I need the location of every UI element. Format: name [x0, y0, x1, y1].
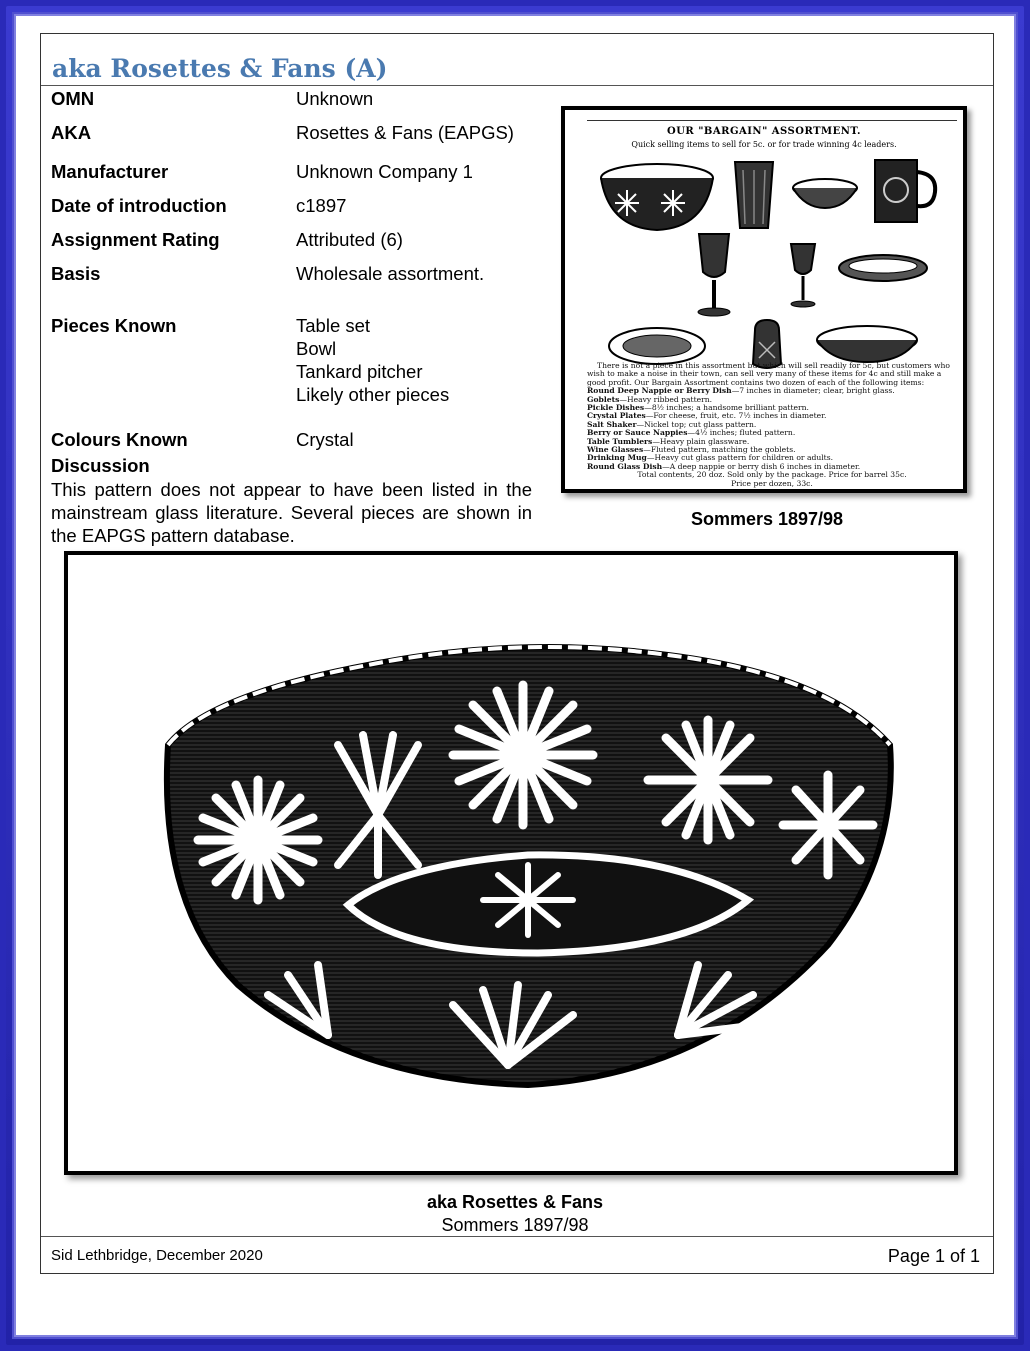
- pieces-list: [296, 314, 449, 406]
- piece-item: Tankard pitcher: [296, 361, 423, 382]
- advert-wine-glass-icon: [791, 244, 815, 307]
- pieces-label: Pieces Known: [51, 315, 177, 336]
- advert-item: Wine Glasses—Fluted pattern, matching the goblets.: [587, 445, 796, 455]
- piece-item: Table set: [296, 315, 371, 336]
- advert-item: Salt Shaker—Nickel top; cut glass pattern.: [587, 419, 757, 429]
- colours-label: Colours Known: [51, 429, 188, 450]
- field-label-basis: Basis: [51, 263, 101, 284]
- image-caption-title: aka Rosettes & Fans: [426, 1192, 604, 1212]
- field-label-omn: OMN: [51, 88, 95, 109]
- page-title: aka Rosettes & Fans (A): [52, 54, 388, 83]
- field-value-date: c1897: [296, 195, 347, 216]
- footer-page-number: Page 1 of 1: [887, 1246, 980, 1266]
- field-label-date: Date of introduction: [51, 195, 227, 216]
- advert-intro: There is not a piece in this assortment but which will sell readily for 5c, but customers who wish to make a noise in their town, can sell very many of these items for 4c and still make a good profit. Our Bargain Assortment contains two dozen of each of the following items:: [587, 361, 950, 387]
- bowl-illustration: [64, 551, 958, 1175]
- image-caption-source: Sommers 1897/98: [441, 1215, 589, 1235]
- advert-text: [587, 362, 957, 488]
- advert-item: Goblets—Heavy ribbed pattern.: [587, 394, 713, 404]
- advert-top-rule: [587, 120, 957, 121]
- footer-author: Sid Lethbridge, December 2020: [51, 1247, 263, 1264]
- advert-item: Round Glass Dish—A deep nappie or berry dish 6 inches in diameter.: [587, 461, 861, 471]
- advert-caption: Sommers 1897/98: [690, 509, 844, 529]
- advert-bowl-icon: [601, 164, 713, 230]
- advert-image: [561, 106, 967, 493]
- discussion-label: Discussion: [51, 455, 150, 476]
- field-value-rating: Attributed (6): [296, 229, 403, 250]
- advert-plate-icon: [609, 328, 705, 364]
- colours-value: Crystal: [296, 429, 354, 450]
- field-value-omn: Unknown: [296, 88, 374, 109]
- advert-item: Berry or Sauce Nappies—4½ inches; fluted pattern.: [587, 428, 796, 438]
- footer-divider: [41, 1236, 993, 1237]
- advert-item: Pickle Dishes—8½ inches; a handsome brilliant pattern.: [587, 403, 809, 413]
- advert-total: Total contents, 20 doz. Sold only by the package. Price for barrel 35c.: [637, 470, 907, 480]
- advert-round-dish-icon: [817, 326, 917, 362]
- advert-pickle-dish-icon: [839, 255, 927, 281]
- advert-mug-icon: [875, 160, 935, 222]
- field-label-manufacturer: Manufacturer: [51, 161, 169, 182]
- advert-tumbler-icon: [735, 162, 773, 228]
- advert-subheading: Quick selling items to sell for 5c. or for trade winning 4c leaders.: [631, 140, 897, 149]
- discussion-text: This pattern does not appear to have been listed in the mainstream glass literature. Several pieces are shown in the EAPGS pattern database.: [51, 479, 532, 546]
- piece-item: Likely other pieces: [296, 384, 450, 405]
- field-value-manufacturer: Unknown Company 1: [296, 161, 473, 182]
- field-label-aka: AKA: [51, 122, 92, 143]
- advert-price: Price per dozen, 33c.: [731, 478, 813, 488]
- advert-item: Table Tumblers—Heavy plain glassware.: [587, 436, 750, 446]
- advert-nappie-icon: [793, 179, 857, 208]
- advert-item: Round Deep Nappie or Berry Dish—7 inches in diameter; clear, bright glass.: [587, 386, 895, 396]
- title-divider: [41, 85, 993, 86]
- field-value-aka: Rosettes & Fans (EAPGS): [296, 122, 514, 143]
- advert-item: Crystal Plates—For cheese, fruit, etc. 7½ inches in diameter.: [587, 411, 827, 421]
- bowl-drawing: [68, 555, 954, 1171]
- advert-goblet-icon: [698, 234, 730, 316]
- field-label-rating: Assignment Rating: [51, 229, 220, 250]
- piece-item: Bowl: [296, 338, 337, 359]
- field-value-basis: Wholesale assortment.: [296, 263, 485, 284]
- advert-heading: OUR "BARGAIN" ASSORTMENT.: [667, 126, 861, 137]
- advert-engravings: [565, 150, 963, 380]
- advert-item: Drinking Mug—Heavy cut glass pattern for children or adults.: [587, 453, 834, 463]
